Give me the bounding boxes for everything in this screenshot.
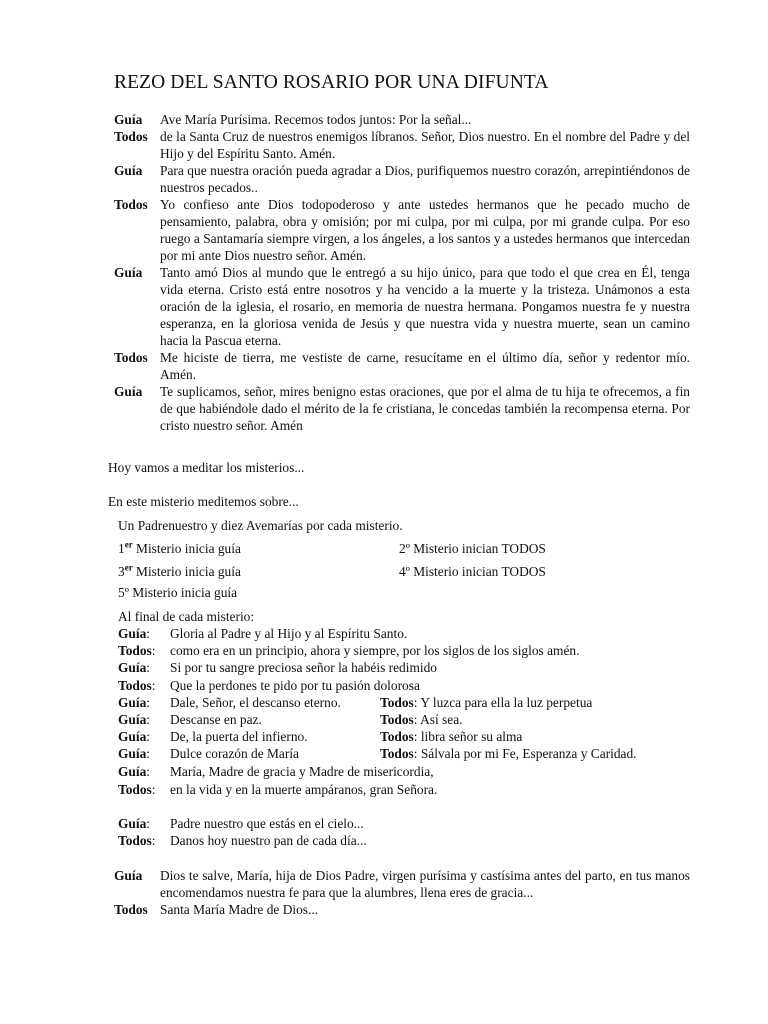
speaker-label: Todos	[118, 678, 152, 693]
speaker-label: Todos	[114, 902, 148, 917]
dialogue-text: Yo confieso ante Dios todopoderoso y ante ustedes hermanos que he pecado mucho de pensamiento, palabra, obra y omisión; por mi culpa, por mi culpa, por mi grande culpa. Por eso ruego a Santamaría siempre virgen, a los ángeles, a los santos y a ustedes hermanos que intercedan por mi ante Dios nuestro señor. Amén.	[160, 197, 690, 263]
dialogue-turn	[114, 111, 690, 128]
speaker-label: Todos	[118, 833, 152, 848]
speaker-label: Guía	[118, 695, 147, 710]
mystery-5: 5º Misterio inicia guía	[118, 585, 238, 600]
speaker-label: Guía	[118, 712, 147, 727]
line-text: : Y luzca para ella la luz perpetua	[413, 695, 593, 710]
separator: :	[151, 643, 156, 658]
dialogue-text: Tanto amó Dios al mundo que le entregó a su hijo único, para que todo el que crea en Él, tenga vida eterna. Cristo está entre nosotros y ha vencido a la muerte y la tristeza. Unámonos a esta oración de la iglesia, el rosario, en memoria de nuestra hermana. Pongamos nuestra fe y nuestra esperanza, en la gloriosa venida de Jesús y que nuestra vida y nuestra muerte, sean un camino hacia la Pascua eterna.	[160, 265, 690, 348]
intro-text: Hoy vamos a meditar los misterios...	[108, 460, 305, 475]
speaker-label: Guía	[118, 626, 147, 641]
speaker-label: Guía	[118, 816, 147, 831]
final-line	[118, 677, 420, 694]
line-text: : Sálvala por mi Fe, Esperanza y Caridad.	[413, 746, 637, 761]
final-line	[118, 781, 437, 798]
dialogue-turn	[114, 349, 690, 383]
speaker-label: Guía	[118, 746, 147, 761]
separator: :	[146, 816, 151, 831]
final-line	[118, 642, 579, 659]
final-heading: Al final de cada misterio:	[118, 609, 255, 624]
speaker-label: Guía	[114, 384, 143, 399]
mystery-number: 1	[118, 541, 125, 556]
line-text: Gloria al Padre y al Hijo y al Espíritu Santo.	[170, 626, 408, 641]
final-line	[118, 763, 434, 780]
mystery-1	[118, 540, 241, 557]
separator: :	[146, 764, 151, 779]
opening-dialogue	[114, 111, 690, 434]
line-text: Padre nuestro que estás en el cielo...	[170, 816, 364, 831]
dialogue-text: Santa María Madre de Dios...	[160, 902, 319, 917]
separator: :	[151, 782, 156, 797]
line-text: Dale, Señor, el descanso eterno.	[170, 695, 341, 710]
final-pair: Guía: De, la puerta del infierno. Todos: libra señor su alma	[118, 729, 523, 744]
final-line	[118, 659, 437, 676]
separator: :	[146, 660, 151, 675]
mystery-ordinal: er	[124, 539, 133, 550]
mystery-text: Misterio inicia guía	[132, 564, 241, 579]
intro-text: En este misterio meditemos sobre...	[108, 494, 299, 509]
separator: :	[151, 833, 156, 848]
padre-line	[118, 815, 364, 832]
line-text: como era en un principio, ahora y siempre, por los siglos de los siglos amén.	[170, 643, 580, 658]
mystery-text: Misterio inicia guía	[132, 541, 241, 556]
line-text: De, la puerta del infierno.	[170, 729, 308, 744]
line-text: : Así sea.	[413, 712, 463, 727]
speaker-label: Guía	[118, 660, 147, 675]
line-text: en la vida y en la muerte ampáranos, gran Señora.	[170, 782, 438, 797]
speaker-label: Todos	[380, 712, 414, 727]
dialogue-text: Dios te salve, María, hija de Dios Padre, virgen purísima y castísima antes del parto, en tus manos encomendamos nuestra fe para que la alumbres, llena eres de gracia...	[160, 868, 690, 900]
speaker-label: Todos	[114, 197, 148, 212]
line-text: María, Madre de gracia y Madre de misericordia,	[170, 764, 434, 779]
speaker-label: Guía	[114, 868, 143, 883]
dialogue-turn	[114, 162, 690, 196]
line-text: Dulce corazón de María	[170, 746, 300, 761]
final-line	[118, 625, 407, 642]
final-pair: Guía: Dale, Señor, el descanso eterno. Todos: Y luzca para ella la luz perpetua	[118, 695, 593, 710]
ave-block	[114, 867, 690, 918]
dialogue-turn	[114, 264, 690, 349]
speaker-label: Guía	[118, 764, 147, 779]
dialogue-text: Ave María Purísima. Recemos todos juntos: Por la señal...	[160, 112, 472, 127]
speaker-label: Guía	[114, 112, 143, 127]
line-text: Danos hoy nuestro pan de cada día...	[170, 833, 367, 848]
speaker-label: Todos	[380, 746, 414, 761]
dialogue-turn	[114, 196, 690, 264]
dialogue-text: Te suplicamos, señor, mires benigno estas oraciones, que por el alma de tu hija te ofrecemos, a fin de que habiéndole dado el mérito de la fe cristiana, le concedas también la recompensa eterna. Por cristo nuestro señor. Amén	[160, 384, 690, 433]
speaker-label: Todos	[118, 782, 152, 797]
mystery-2: 2º Misterio inician TODOS	[399, 541, 546, 556]
page-title: REZO DEL SANTO ROSARIO POR UNA DIFUNTA	[114, 72, 549, 93]
intro-text: Un Padrenuestro y diez Avemarías por cada misterio.	[118, 518, 403, 533]
padre-line	[118, 832, 367, 849]
mystery-number: 3	[118, 564, 125, 579]
separator: :	[151, 678, 156, 693]
speaker-label: Guía	[118, 729, 147, 744]
mystery-3	[118, 563, 241, 580]
speaker-label: Todos	[380, 695, 414, 710]
speaker-label: Guía	[114, 163, 143, 178]
speaker-label: Guía	[114, 265, 143, 280]
mystery-ordinal: er	[124, 562, 133, 573]
separator: :	[146, 626, 151, 641]
final-pair: Guía: Descanse en paz. Todos: Así sea.	[118, 712, 463, 727]
dialogue-turn	[114, 383, 690, 434]
speaker-label: Todos	[114, 350, 148, 365]
final-pair: Guía: Dulce corazón de María Todos: Sálvala por mi Fe, Esperanza y Caridad.	[118, 746, 637, 761]
speaker-label: Todos	[118, 643, 152, 658]
dialogue-text: Me hiciste de tierra, me vestiste de carne, resucítame en el último día, señor y redentor mío. Amén.	[160, 350, 690, 382]
dialogue-text: Para que nuestra oración pueda agradar a Dios, purifiquemos nuestro corazón, arrepintiéndonos de nuestros pecados..	[160, 163, 690, 195]
dialogue-turn	[114, 867, 690, 901]
line-text: Descanse en paz.	[170, 712, 262, 727]
line-text: : libra señor su alma	[413, 729, 523, 744]
speaker-label: Todos	[380, 729, 414, 744]
mystery-4: 4º Misterio inician TODOS	[399, 564, 546, 579]
dialogue-turn	[114, 128, 690, 162]
dialogue-text: de la Santa Cruz de nuestros enemigos líbranos. Señor, Dios nuestro. En el nombre del Padre y del Hijo y del Espíritu Santo. Amén.	[160, 129, 690, 161]
line-text: Que la perdones te pido por tu pasión dolorosa	[170, 678, 420, 693]
line-text: Si por tu sangre preciosa señor la habéis redimido	[170, 660, 437, 675]
speaker-label: Todos	[114, 129, 148, 144]
dialogue-turn	[114, 901, 690, 918]
